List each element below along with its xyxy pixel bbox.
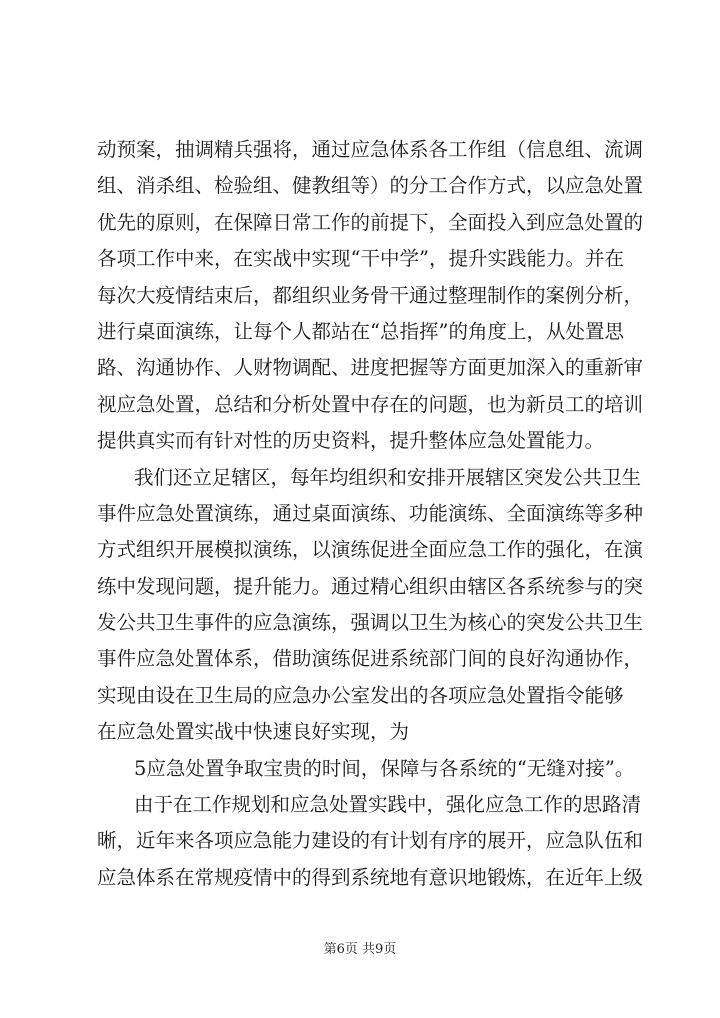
text-line: 各项工作中来，在实战中实现“干中学”，提升实践能力。并在	[97, 247, 624, 271]
text-line: 组、消杀组、检验组、健教组等）的分工合作方式，以应急处置	[97, 174, 644, 198]
text-line: 提供真实而有针对性的历史资料，提升整体应急处置能力。	[97, 429, 605, 453]
text-line: 事件应急处置体系，借助演练促进系统部门间的良好沟通协作，	[97, 647, 644, 671]
text-line: 在应急处置实战中快速良好实现，为	[97, 720, 410, 744]
text-line: 方式组织开展模拟演练，以演练促进全面应急工作的强化，在演	[97, 538, 644, 562]
text-line: 优先的原则，在保障日常工作的前提下，全面投入到应急处置的	[97, 210, 644, 234]
text-line: 事件应急处置演练，通过桌面演练、功能演练、全面演练等多种	[97, 501, 644, 525]
text-line: 实现由设在卫生局的应急办公室发出的各项应急处置指令能够	[97, 683, 624, 707]
text-line: 视应急处置，总结和分析处置中存在的问题，也为新员工的培训	[97, 392, 644, 416]
paragraph-start-line: 我们还立足辖区，每年均组织和安排开展辖区突发公共卫生	[134, 465, 642, 489]
text-line: 动预案，抽调精兵强将，通过应急体系各工作组（信息组、流调	[97, 138, 644, 161]
text-line: 进行桌面演练，让每个人都站在“总指挥”的角度上，从处置思	[97, 319, 624, 343]
text-line: 发公共卫生事件的应急演练，强调以卫生为核心的突发公共卫生	[97, 611, 644, 635]
page-number-footer: 第6页 共9页	[323, 942, 397, 957]
text-line: 每次大疫情结束后，都组织业务骨干通过整理制作的案例分析，	[97, 283, 644, 307]
text-line: 练中发现问题，提升能力。通过精心组织由辖区各系统参与的突	[97, 574, 644, 598]
body-text	[97, 132, 644, 896]
paragraph-start-line: 5应急处置争取宝贵的时间，保障与各系统的“无缝对接”。	[134, 756, 635, 780]
paragraph-start-line: 由于在工作规划和应急处置实践中，强化应急工作的思路清	[134, 793, 642, 817]
text-line: 晰，近年来各项应急能力建设的有计划有序的展开，应急队伍和	[97, 829, 644, 853]
text-line: 路、沟通协作、人财物调配、进度把握等方面更加深入的重新审	[97, 356, 644, 380]
text-line: 应急体系在常规疫情中的得到系统地有意识地锻炼，在近年上级	[97, 865, 644, 889]
